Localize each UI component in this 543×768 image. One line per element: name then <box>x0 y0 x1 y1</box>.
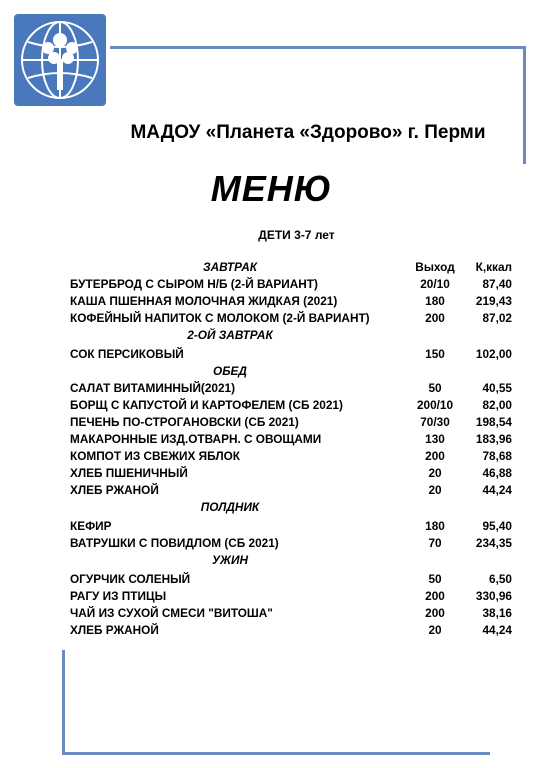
dish-kcal: 219,43 <box>475 294 512 308</box>
dish-name: ПЕЧЕНЬ ПО-СТРОГАНОВСКИ (СБ 2021) <box>70 415 299 429</box>
section-header-dinner <box>70 553 518 570</box>
menu-item-row <box>70 449 518 466</box>
frame-line-left <box>62 650 65 754</box>
dish-yield: 50 <box>428 381 442 395</box>
dish-name: СОК ПЕРСИКОВЫЙ <box>70 347 184 361</box>
dish-yield: 20/10 <box>420 277 450 291</box>
dish-kcal: 95,40 <box>482 519 512 533</box>
dish-kcal: 234,35 <box>475 536 512 550</box>
dish-kcal: 87,02 <box>482 311 512 325</box>
dish-name: ХЛЕБ ПШЕНИЧНЫЙ <box>70 466 188 480</box>
dish-name: ВАТРУШКИ С ПОВИДЛОМ (СБ 2021) <box>70 536 279 550</box>
menu-item-row <box>70 415 518 432</box>
menu-item-row <box>70 623 518 640</box>
dish-yield: 200 <box>425 449 445 463</box>
dish-name: ХЛЕБ РЖАНОЙ <box>70 623 159 637</box>
dish-kcal: 87,40 <box>482 277 512 291</box>
dish-kcal: 6,50 <box>489 572 512 586</box>
dish-yield: 180 <box>425 294 445 308</box>
menu-item-row <box>70 466 518 483</box>
dish-yield: 200/10 <box>416 398 454 412</box>
dish-kcal: 46,88 <box>482 466 512 480</box>
globe-tree-logo <box>14 14 106 106</box>
section-title: 2-ОЙ ЗАВТРАК <box>187 328 273 342</box>
section-title: ОБЕД <box>213 364 247 378</box>
dish-yield: 180 <box>425 519 445 533</box>
dish-yield: 130 <box>425 432 445 446</box>
dish-name: БУТЕРБРОД С СЫРОМ Н/Б (2-Й ВАРИАНТ) <box>70 277 318 291</box>
dish-name: ХЛЕБ РЖАНОЙ <box>70 483 159 497</box>
dish-yield: 150 <box>425 347 445 361</box>
age-group-label: ДЕТИ 3-7 лет <box>258 228 335 242</box>
menu-item-row <box>70 398 518 415</box>
menu-item-row <box>70 536 518 553</box>
dish-name: КОФЕЙНЫЙ НАПИТОК С МОЛОКОМ (2-Й ВАРИАНТ) <box>70 311 370 325</box>
dish-name: САЛАТ ВИТАМИННЫЙ(2021) <box>70 381 236 395</box>
menu-item-row <box>70 606 518 623</box>
dish-yield: 200 <box>425 589 445 603</box>
section-title: ПОЛДНИК <box>200 500 260 514</box>
frame-line-bottom <box>62 752 490 755</box>
dish-kcal: 198,54 <box>475 415 512 429</box>
dish-name: ОГУРЧИК СОЛЕНЫЙ <box>70 572 191 586</box>
menu-item-row <box>70 311 518 328</box>
dish-kcal: 40,55 <box>482 381 512 395</box>
dish-yield: 20 <box>428 623 442 637</box>
dish-name: КЕФИР <box>70 519 112 533</box>
organization-title: МАДОУ «Планета «Здорово» г. Перми <box>130 122 486 143</box>
dish-yield: 50 <box>428 572 442 586</box>
section-header-afternoon-snack <box>70 500 518 517</box>
menu-item-row <box>70 519 518 536</box>
menu-item-row <box>70 277 518 294</box>
dish-kcal: 44,24 <box>482 623 512 637</box>
frame-line-top <box>110 46 526 49</box>
menu-title: МЕНЮ <box>210 168 333 209</box>
dish-yield: 20 <box>428 466 442 480</box>
menu-item-row <box>70 381 518 398</box>
menu-item-row <box>70 483 518 500</box>
menu-item-row <box>70 294 518 311</box>
dish-name: РАГУ ИЗ ПТИЦЫ <box>70 589 167 603</box>
dish-kcal: 38,16 <box>482 606 512 620</box>
dish-name: КАША ПШЕННАЯ МОЛОЧНАЯ ЖИДКАЯ (2021) <box>70 294 338 308</box>
frame-line-right <box>523 46 526 164</box>
dish-yield: 200 <box>425 606 445 620</box>
dish-kcal: 78,68 <box>482 449 512 463</box>
dish-kcal: 44,24 <box>482 483 512 497</box>
dish-name: КОМПОТ ИЗ СВЕЖИХ ЯБЛОК <box>70 449 241 463</box>
section-header-breakfast <box>70 260 518 277</box>
dish-name: БОРЩ С КАПУСТОЙ И КАРТОФЕЛЕМ (СБ 2021) <box>70 398 343 412</box>
section-title: ЗАВТРАК <box>203 260 257 274</box>
menu-item-row <box>70 347 518 364</box>
column-header-yield: Выход <box>415 260 455 274</box>
menu-item-row <box>70 432 518 449</box>
dish-yield: 200 <box>425 311 445 325</box>
dish-name: МАКАРОННЫЕ ИЗД.ОТВАРН. С ОВОЩАМИ <box>70 432 322 446</box>
dish-kcal: 82,00 <box>482 398 512 412</box>
dish-kcal: 330,96 <box>475 589 512 603</box>
menu-item-row <box>70 572 518 589</box>
dish-yield: 20 <box>428 483 442 497</box>
dish-kcal: 183,96 <box>475 432 512 446</box>
section-header-lunch <box>70 364 518 381</box>
menu-table <box>70 260 518 640</box>
dish-yield: 70 <box>428 536 442 550</box>
dish-name: ЧАЙ ИЗ СУХОЙ СМЕСИ "ВИТОША" <box>70 606 273 620</box>
dish-yield: 70/30 <box>420 415 450 429</box>
menu-item-row <box>70 589 518 606</box>
section-title: УЖИН <box>212 553 248 567</box>
dish-kcal: 102,00 <box>475 347 512 361</box>
globe-tree-icon <box>14 14 106 106</box>
column-header-kcal: К,ккал <box>475 260 512 274</box>
section-header-second-breakfast <box>70 328 518 345</box>
